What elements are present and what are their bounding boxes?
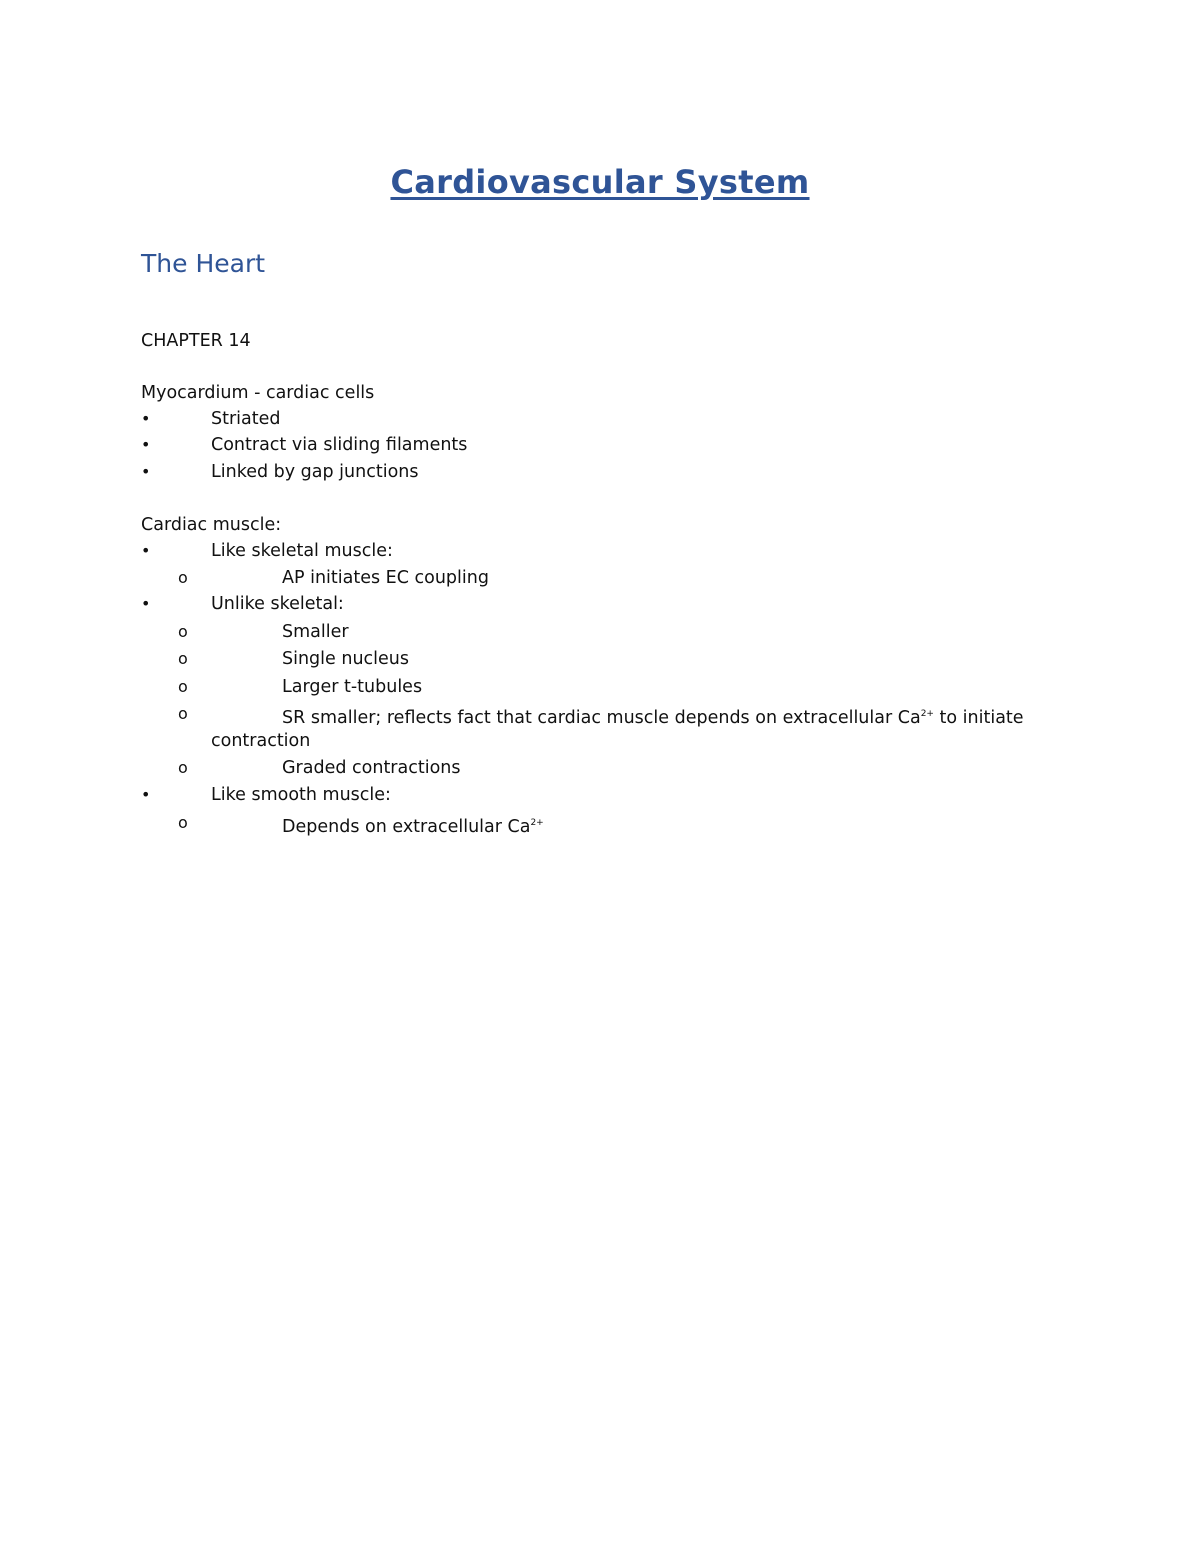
myocardium-heading: Myocardium - cardiac cells <box>141 383 375 403</box>
bullet-circle-icon: o <box>178 649 188 668</box>
bullet-disc-icon: • <box>141 462 151 481</box>
bullet-disc-icon: • <box>141 785 151 804</box>
list-item: Like skeletal muscle: <box>211 541 393 561</box>
superscript: 2+ <box>920 709 934 719</box>
chapter-label: CHAPTER 14 <box>141 331 251 351</box>
bullet-disc-icon: • <box>141 435 151 454</box>
sub-list-item: Smaller <box>282 622 349 642</box>
bullet-circle-icon: o <box>178 813 188 832</box>
smooth-text: Depends on extracellular Ca <box>282 817 531 837</box>
sub-list-item: Graded contractions <box>282 758 461 778</box>
sub-list-item <box>282 811 544 839</box>
list-item: Unlike skeletal: <box>211 594 344 614</box>
sub-list-item-continuation: contraction <box>211 731 311 751</box>
list-item: Contract via sliding filaments <box>211 435 468 455</box>
bullet-circle-icon: o <box>178 704 188 723</box>
sub-list-item: Single nucleus <box>282 649 410 669</box>
list-item: Striated <box>211 409 281 429</box>
bullet-circle-icon: o <box>178 677 188 696</box>
bullet-circle-icon: o <box>178 758 188 777</box>
bullet-circle-icon: o <box>178 568 188 587</box>
document-title: Cardiovascular System <box>390 163 810 201</box>
sub-list-item: Larger t-tubules <box>282 677 423 697</box>
list-item: Like smooth muscle: <box>211 785 391 805</box>
bullet-disc-icon: • <box>141 409 151 428</box>
sr-tail: to initiate <box>933 708 1024 728</box>
section-heading: The Heart <box>141 249 266 278</box>
bullet-circle-icon: o <box>178 622 188 641</box>
sr-text: SR smaller; reflects fact that cardiac muscle depends on extracellular Ca <box>282 708 921 728</box>
list-item: Linked by gap junctions <box>211 462 419 482</box>
superscript: 2+ <box>530 818 544 828</box>
bullet-disc-icon: • <box>141 541 151 560</box>
cardiac-muscle-heading: Cardiac muscle: <box>141 515 282 535</box>
bullet-disc-icon: • <box>141 594 151 613</box>
sub-list-item: AP initiates EC coupling <box>282 568 489 588</box>
sub-list-item <box>282 702 1024 730</box>
